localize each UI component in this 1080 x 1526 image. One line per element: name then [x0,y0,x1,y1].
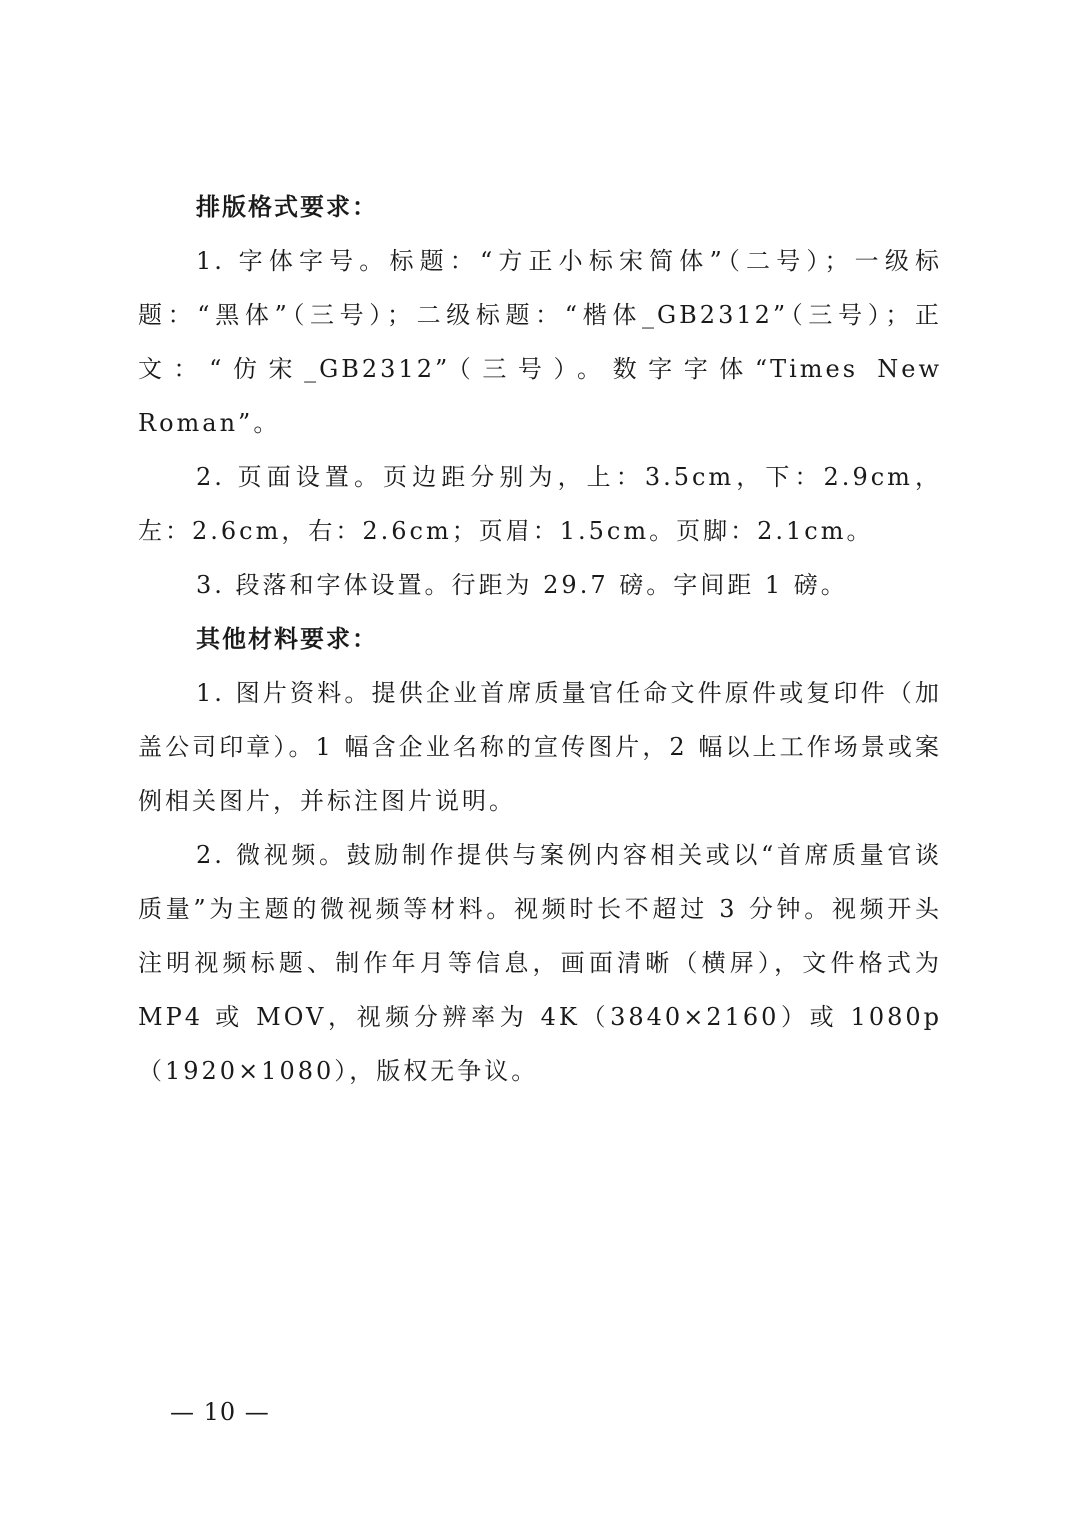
document-body [138,180,942,1098]
body-paragraph: 1. 图片资料。提供企业首席质量官任命文件原件或复印件（加盖公司印章）。1 幅含企业名称的宣传图片，2 幅以上工作场景或案例相关图片，并标注图片说明。 [138,679,942,815]
section-other-materials [138,612,942,1098]
body-paragraph: 2. 页面设置。页边距分别为，上：3.5cm，下：2.9cm，左：2.6cm，右：2.6cm；页眉：1.5cm。页脚：2.1cm。 [138,463,942,545]
page-number: — 10 — [170,1398,270,1426]
section-formatting-requirements [138,180,942,612]
section-heading: 排版格式要求： [196,193,378,221]
section-heading: 其他材料要求： [196,625,378,653]
body-paragraph: 2. 微视频。鼓励制作提供与案例内容相关或以“首席质量官谈质量”为主题的微视频等材料。视频时长不超过 3 分钟。视频开头注明视频标题、制作年月等信息，画面清晰（横屏），文件格式为 MP4 或 MOV，视频分辨率为 4K（3840×2160）或 1080p（1920×1080），版权无争议。 [138,841,942,1085]
body-paragraph: 1. 字体字号。标题：“方正小标宋简体”（二号）；一级标题：“黑体”（三号）；二级标题：“楷体_GB2312”（三号）；正文：“仿宋_GB2312”（三号）。数字字体“Times New Roman”。 [138,247,942,437]
body-paragraph: 3. 段落和字体设置。行距为 29.7 磅。字间距 1 磅。 [196,571,848,599]
